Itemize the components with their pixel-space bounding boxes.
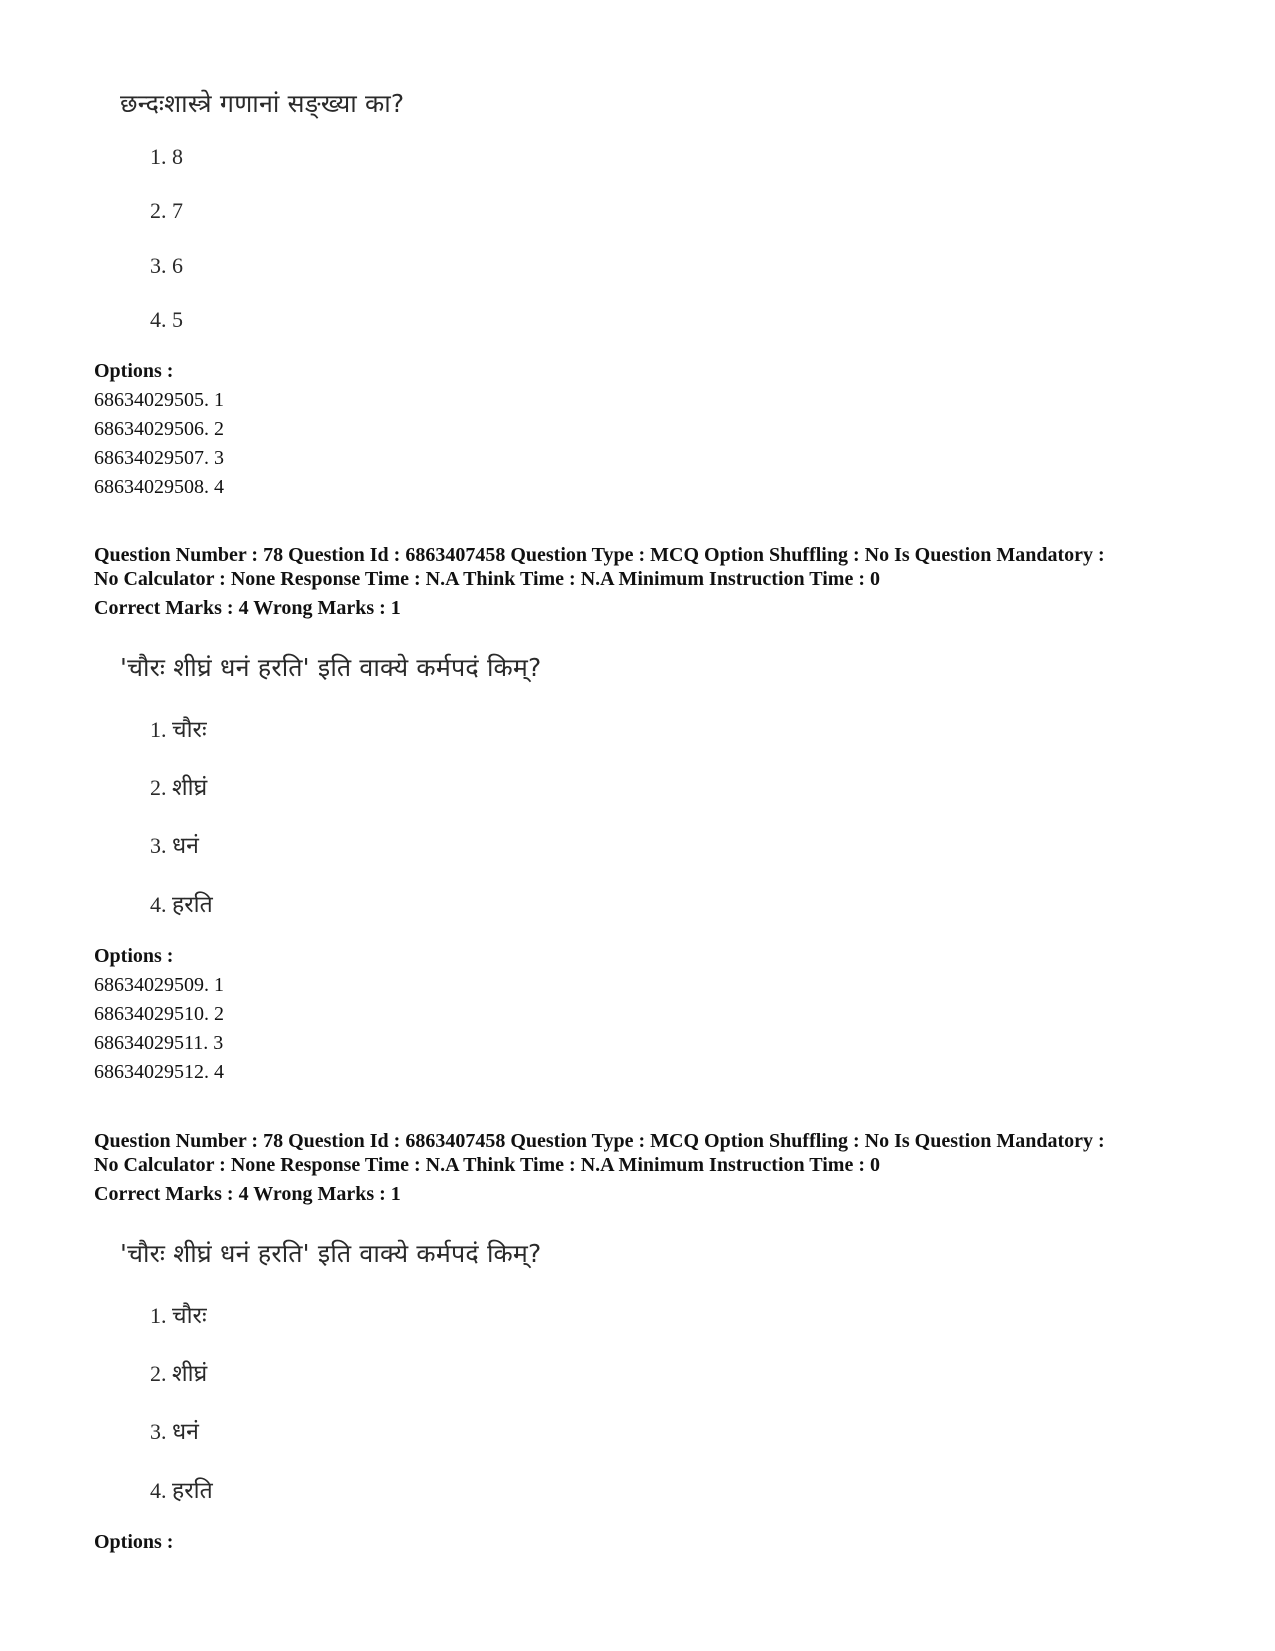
option-line: 68634029509. 1 — [94, 974, 224, 996]
choice-item — [150, 1356, 207, 1388]
choice-number: 3. — [150, 1419, 172, 1444]
option-line: 68634029505. 1 — [94, 389, 224, 411]
choice-text: धनं — [172, 1419, 199, 1445]
option-line: 68634029510. 2 — [94, 1003, 224, 1025]
choice-text: धनं — [172, 833, 199, 859]
choice-item — [150, 1473, 213, 1505]
choice-item — [150, 253, 183, 279]
choice-item — [150, 887, 213, 919]
choice-number: 2. — [150, 775, 172, 800]
choice-number: 2. — [150, 1361, 172, 1386]
choice-number: 1. — [150, 144, 172, 169]
choice-number: 4. — [150, 1478, 172, 1503]
option-line: 68634029508. 4 — [94, 476, 224, 498]
options-label: Options : — [94, 1531, 174, 1553]
choice-text: 5 — [172, 307, 183, 332]
options-label: Options : — [94, 360, 174, 382]
choice-text: शीघ्रं — [172, 1361, 208, 1387]
choice-text: हरति — [172, 892, 213, 918]
option-line: 68634029507. 3 — [94, 447, 224, 469]
question-meta-line: Question Number : 78 Question Id : 6863407458 Question Type : MCQ Option Shuffling : No Is Question Mandatory : — [94, 544, 1105, 566]
choice-number: 1. — [150, 717, 172, 742]
question-text: छन्दःशास्त्रे गणानां सङ्ख्या का? — [120, 89, 405, 118]
option-line: 68634029512. 4 — [94, 1061, 224, 1083]
choice-number: 2. — [150, 198, 172, 223]
marks-line: Correct Marks : 4 Wrong Marks : 1 — [94, 1183, 401, 1205]
question-meta-line: Question Number : 78 Question Id : 6863407458 Question Type : MCQ Option Shuffling : No Is Question Mandatory : — [94, 1130, 1105, 1152]
choice-text: शीघ्रं — [172, 775, 208, 801]
question-meta-line: No Calculator : None Response Time : N.A Think Time : N.A Minimum Instruction Time : 0 — [94, 568, 880, 590]
choice-item — [150, 198, 183, 224]
choice-number: 1. — [150, 1303, 172, 1328]
choice-text: चौरः — [172, 1303, 207, 1329]
choice-item — [150, 1414, 199, 1446]
marks-line: Correct Marks : 4 Wrong Marks : 1 — [94, 597, 401, 619]
choice-item — [150, 144, 183, 170]
option-line: 68634029506. 2 — [94, 418, 224, 440]
choice-text: हरति — [172, 1478, 213, 1504]
choice-item — [150, 712, 207, 744]
question-text: 'चौरः शीघ्रं धनं हरति' इति वाक्ये कर्मपदं किम्? — [120, 1239, 542, 1268]
choice-number: 3. — [150, 833, 172, 858]
option-line: 68634029511. 3 — [94, 1032, 224, 1054]
question-meta-line: No Calculator : None Response Time : N.A Think Time : N.A Minimum Instruction Time : 0 — [94, 1154, 880, 1176]
choice-text: चौरः — [172, 717, 207, 743]
choice-number: 3. — [150, 253, 172, 278]
choice-text: 6 — [172, 253, 183, 278]
choice-number: 4. — [150, 892, 172, 917]
choice-item — [150, 307, 183, 333]
options-label: Options : — [94, 945, 174, 967]
choice-item — [150, 770, 207, 802]
choice-text: 8 — [172, 144, 183, 169]
choice-number: 4. — [150, 307, 172, 332]
choice-item — [150, 1298, 207, 1330]
choice-item — [150, 828, 199, 860]
choice-text: 7 — [172, 198, 183, 223]
question-text: 'चौरः शीघ्रं धनं हरति' इति वाक्ये कर्मपदं किम्? — [120, 653, 542, 682]
